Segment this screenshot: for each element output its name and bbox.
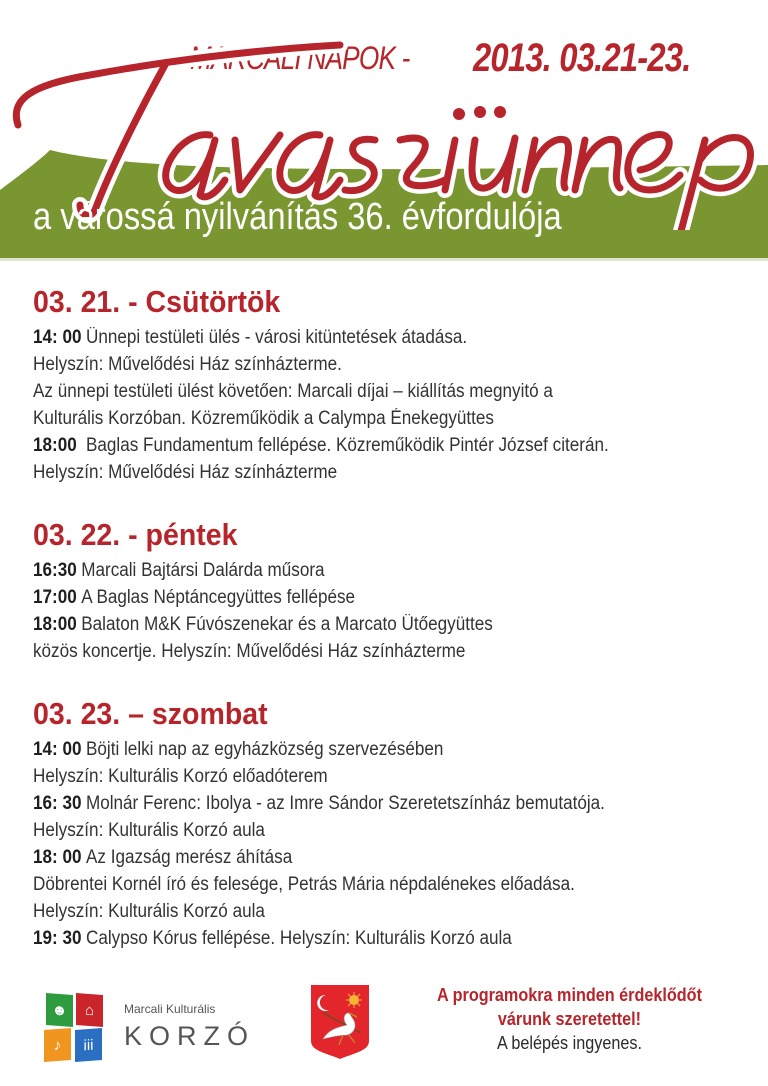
schedule-line [33, 898, 605, 925]
day-section-0323 [33, 696, 668, 952]
event-text: A Baglas Néptáncegyüttes fellépése [81, 587, 356, 608]
schedule-line [33, 584, 493, 611]
korzo-logo [44, 990, 256, 1065]
schedule-line [33, 925, 605, 952]
theater-mask-icon: ☻ [46, 993, 73, 1027]
schedule-line [33, 557, 493, 584]
schedule-line [33, 378, 609, 405]
event-text: Baglas Fundamentum fellépése. Közreműködik Pintér József citerán. [81, 435, 609, 456]
schedule-line [33, 790, 605, 817]
event-text: Helyszín: Kulturális Korzó aula [33, 820, 265, 841]
korzo-wordmark [124, 1002, 255, 1053]
event-text: Döbrentei Kornél író és felesége, Petrás Mária népdalénekes előadása. [33, 874, 575, 895]
schedule-line [33, 763, 605, 790]
event-text: Az Igazság merész áhítása [85, 847, 293, 868]
day-title: 03. 21. - Csütörtök [33, 284, 281, 319]
event-text: Kulturális Korzóban. Közreműködik a Calympa Énekegyüttes [33, 408, 494, 429]
schedule-line [33, 611, 493, 638]
event-text: Helyszín: Művelődési Ház színházterme. [33, 354, 342, 375]
event-series: MARCALI NAPOK - [190, 40, 410, 76]
event-text: Helyszín: Kulturális Korzó előadóterem [33, 766, 328, 787]
event-dates: 2013. 03.21-23. [473, 36, 691, 80]
schedule-line [33, 405, 609, 432]
event-time: 18:00 [33, 435, 77, 456]
treble-clef-icon: ♪ [44, 1028, 71, 1062]
people-icon: iii [75, 1028, 102, 1062]
schedule-line [33, 459, 609, 486]
welcome-message [402, 983, 737, 1055]
museum-icon: ⌂ [76, 993, 103, 1027]
event-text: Helyszín: Művelődési Ház színházterme [33, 462, 338, 483]
event-time: 16:30 [33, 560, 77, 581]
schedule-line [33, 638, 493, 665]
event-text: Helyszín: Kulturális Korzó aula [33, 901, 265, 922]
subtitle: a várossá nyilvánítás 36. évfordulója [33, 196, 562, 238]
schedule-line [33, 871, 605, 898]
day-section-0322 [33, 517, 544, 665]
schedule-line [33, 817, 605, 844]
schedule-line [33, 432, 609, 459]
korzo-small-text: Marcali Kulturális [124, 1002, 216, 1016]
event-time: 18: 00 [33, 847, 82, 868]
event-time: 16: 30 [33, 793, 82, 814]
day-section-0321 [33, 284, 673, 486]
poster-header [0, 0, 768, 262]
day-title: 03. 22. - péntek [33, 517, 238, 552]
event-text: Ünnepi testületi ülés - városi kitüntetések átadása. [85, 327, 468, 348]
event-time: 14: 00 [33, 327, 82, 348]
schedule-line [33, 351, 609, 378]
welcome-line-2: várunk szeretettel! [497, 1009, 642, 1029]
welcome-line-1: A programokra minden érdeklődőt [437, 985, 702, 1005]
event-text: közös koncertje. Helyszín: Művelődési Ház színházterme [33, 641, 466, 662]
event-text: Böjti lelki nap az egyházközség szervezésében [85, 739, 444, 760]
event-text: Calypso Kórus fellépése. Helyszín: Kulturális Korzó aula [85, 928, 512, 949]
schedule-line [33, 844, 605, 871]
korzo-logo-tiles [44, 990, 104, 1062]
day-title: 03. 23. – szombat [33, 696, 268, 731]
event-time: 18:00 [33, 614, 77, 635]
korzo-big-text: KORZÓ [124, 1021, 256, 1051]
schedule-line [33, 324, 609, 351]
event-text: Balaton M&K Fúvószenekar és a Marcato Ütőegyüttes [81, 614, 493, 635]
event-text: Molnár Ferenc: Ibolya - az Imre Sándor Szeretetszínház bemutatója. [85, 793, 605, 814]
free-entry-text: A belépés ingyenes. [496, 1033, 643, 1053]
event-text: Marcali Bajtársi Dalárda műsora [81, 560, 325, 581]
event-time: 19: 30 [33, 928, 82, 949]
event-text: Az ünnepi testületi ülést követően: Marcali díjai – kiállítás megnyitó a [33, 381, 553, 402]
coat-of-arms-icon [309, 983, 371, 1061]
schedule-line [33, 736, 605, 763]
event-time: 14: 00 [33, 739, 82, 760]
event-time: 17:00 [33, 587, 77, 608]
